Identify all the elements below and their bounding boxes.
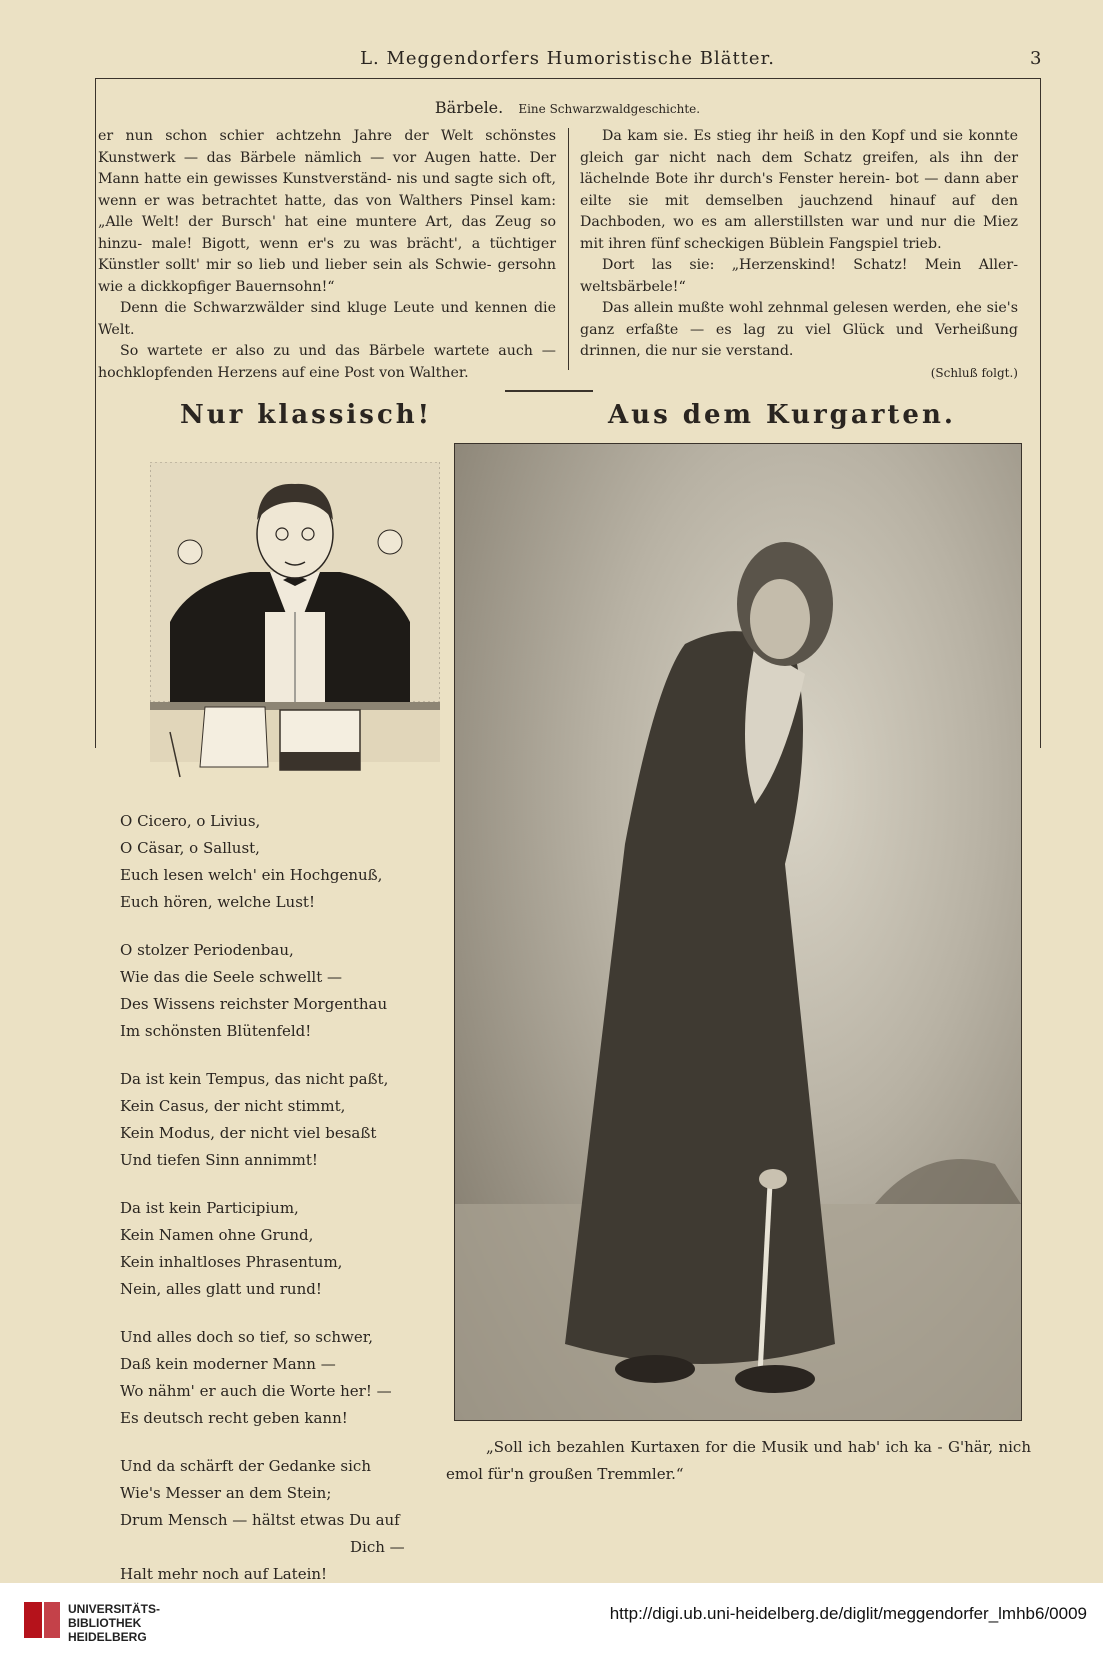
poem-line: Dich — bbox=[350, 1538, 405, 1556]
running-title: L. Meggendorfers Humoristische Blätter. bbox=[360, 48, 775, 69]
cartoon-title: Aus dem Kurgarten. bbox=[608, 400, 956, 430]
left-frame-rule bbox=[95, 78, 96, 748]
story-subtitle: Eine Schwarzwaldgeschichte. bbox=[518, 102, 701, 116]
column-divider bbox=[568, 128, 569, 370]
poem-line: Es deutsch recht geben kann! bbox=[120, 1409, 348, 1427]
poem-line: Des Wissens reichster Morgenthau bbox=[120, 995, 388, 1013]
library-logo-icon bbox=[22, 1598, 62, 1642]
poem-line: Da ist kein Participium, bbox=[120, 1199, 299, 1217]
library-logo bbox=[22, 1598, 62, 1646]
story-title-text: Bärbele. bbox=[434, 98, 504, 117]
right-frame-rule bbox=[1040, 78, 1041, 748]
teacher-drawing bbox=[150, 462, 440, 780]
poem-line: O Cicero, o Livius, bbox=[120, 812, 261, 830]
story-title bbox=[95, 98, 1040, 117]
poem-line: Wie's Messer an dem Stein; bbox=[120, 1484, 332, 1502]
poem-stanza bbox=[120, 808, 420, 916]
poem-line: Euch hören, welche Lust! bbox=[120, 893, 315, 911]
poem-body bbox=[120, 808, 420, 1609]
poem-line: Drum Mensch — hältst etwas Du auf bbox=[120, 1511, 400, 1529]
poem-line: Euch lesen welch' ein Hochgenuß, bbox=[120, 866, 383, 884]
story-paragraph: Denn die Schwarzwälder sind kluge Leute und kennen die Welt. bbox=[98, 300, 556, 338]
poem-title: Nur klassisch! bbox=[180, 400, 433, 430]
story-paragraph: So wartete er also zu und das Bärbele wartete auch — hochklopfenden Herzens auf eine Post von Walther. bbox=[98, 343, 556, 381]
poem-line: Halt mehr noch auf Latein! bbox=[120, 1565, 328, 1583]
poem-line: O Cäsar, o Sallust, bbox=[120, 839, 260, 857]
poem-line: O stolzer Periodenbau, bbox=[120, 941, 294, 959]
story-paragraph: Dort las sie: „Herzenskind! Schatz! Mein Aller- weltsbärbele!“ bbox=[580, 257, 1018, 295]
story-paragraph: Das allein mußte wohl zehnmal gelesen werden, ehe sie's ganz erfaßte — es lag zu viel Glück und Verheißung drinnen, die nur sie verstand. bbox=[580, 300, 1018, 359]
poem-stanza bbox=[120, 1324, 420, 1432]
poem-line: Wo nähm' er auch die Worte her! — bbox=[120, 1382, 392, 1400]
poem-stanza bbox=[120, 1453, 420, 1588]
poem-line: Kein Casus, der nicht stimmt, bbox=[120, 1097, 346, 1115]
old-man-drawing bbox=[455, 444, 1021, 1420]
teacher-illustration bbox=[150, 462, 440, 780]
story-left-column bbox=[98, 126, 556, 384]
poem-line: Und tiefen Sinn annimmt! bbox=[120, 1151, 318, 1169]
poem-line: Und alles doch so tief, so schwer, bbox=[120, 1328, 374, 1346]
section-separator bbox=[505, 390, 593, 392]
poem-stanza bbox=[120, 1066, 420, 1174]
library-name: UNIVERSITÄTS- BIBLIOTHEK HEIDELBERG bbox=[68, 1602, 161, 1644]
kurgarten-illustration bbox=[454, 443, 1022, 1421]
poem-line: Kein inhaltloses Phrasentum, bbox=[120, 1253, 343, 1271]
poem-line: Nein, alles glatt und rund! bbox=[120, 1280, 322, 1298]
story-paragraph: er nun schon schier achtzehn Jahre der Welt schönstes Kunstwerk — das Bärbele nämlich — vor Augen hatte. Der Mann hatte ein gewisses Kunstverständ- nis und sagte sich oft, wenn er was betrachtet hatte, das von Walthers Pinsel kam: „Alle Welt! der Bursch' hat eine muntere Art, das Zeug so hinzu- male! Bigott, wenn er's zu was brächt', a tüchtiger Künstler sollt' mir so lieb und lieber sein als Schwie- gersohn wie a dickkopfiger Bauernsohn!“ bbox=[98, 128, 556, 295]
page-number: 3 bbox=[1030, 48, 1042, 69]
source-url[interactable]: http://digi.ub.uni-heidelberg.de/diglit/meggendorfer_lmhb6/0009 bbox=[609, 1604, 1087, 1623]
poem-stanza bbox=[120, 1195, 420, 1303]
story-right-column bbox=[580, 126, 1018, 384]
poem-line: Da ist kein Tempus, das nicht paßt, bbox=[120, 1070, 389, 1088]
story-paragraph: Da kam sie. Es stieg ihr heiß in den Kopf und sie konnte gleich gar nicht nach dem Schatz greifen, als ihn der lächelnde Bote ihr durch's Fenster herein- bot — dann aber eilte sie mit demselben jauchzend hinauf auf den Dachboden, wo es am allerstillsten war und nur die Miez mit ihren fünf scheckigen Büblein Fangspiel trieb. bbox=[580, 128, 1018, 252]
poem-line: Kein Namen ohne Grund, bbox=[120, 1226, 314, 1244]
poem-line: Wie das die Seele schwellt — bbox=[120, 968, 342, 986]
poem-line: Daß kein moderner Mann — bbox=[120, 1355, 336, 1373]
header-rule bbox=[95, 78, 1040, 79]
cartoon-caption: „Soll ich bezahlen Kurtaxen for die Musik und hab' ich ka - G'här, nich emol für'n groußen Tremmler.“ bbox=[446, 1438, 1031, 1483]
poem-line: Und da schärft der Gedanke sich bbox=[120, 1457, 371, 1475]
poem-line: Kein Modus, der nicht viel besaßt bbox=[120, 1124, 377, 1142]
poem-stanza bbox=[120, 937, 420, 1045]
continued-note: (Schluß folgt.) bbox=[930, 365, 1018, 380]
poem-line: Im schönsten Blütenfeld! bbox=[120, 1022, 312, 1040]
